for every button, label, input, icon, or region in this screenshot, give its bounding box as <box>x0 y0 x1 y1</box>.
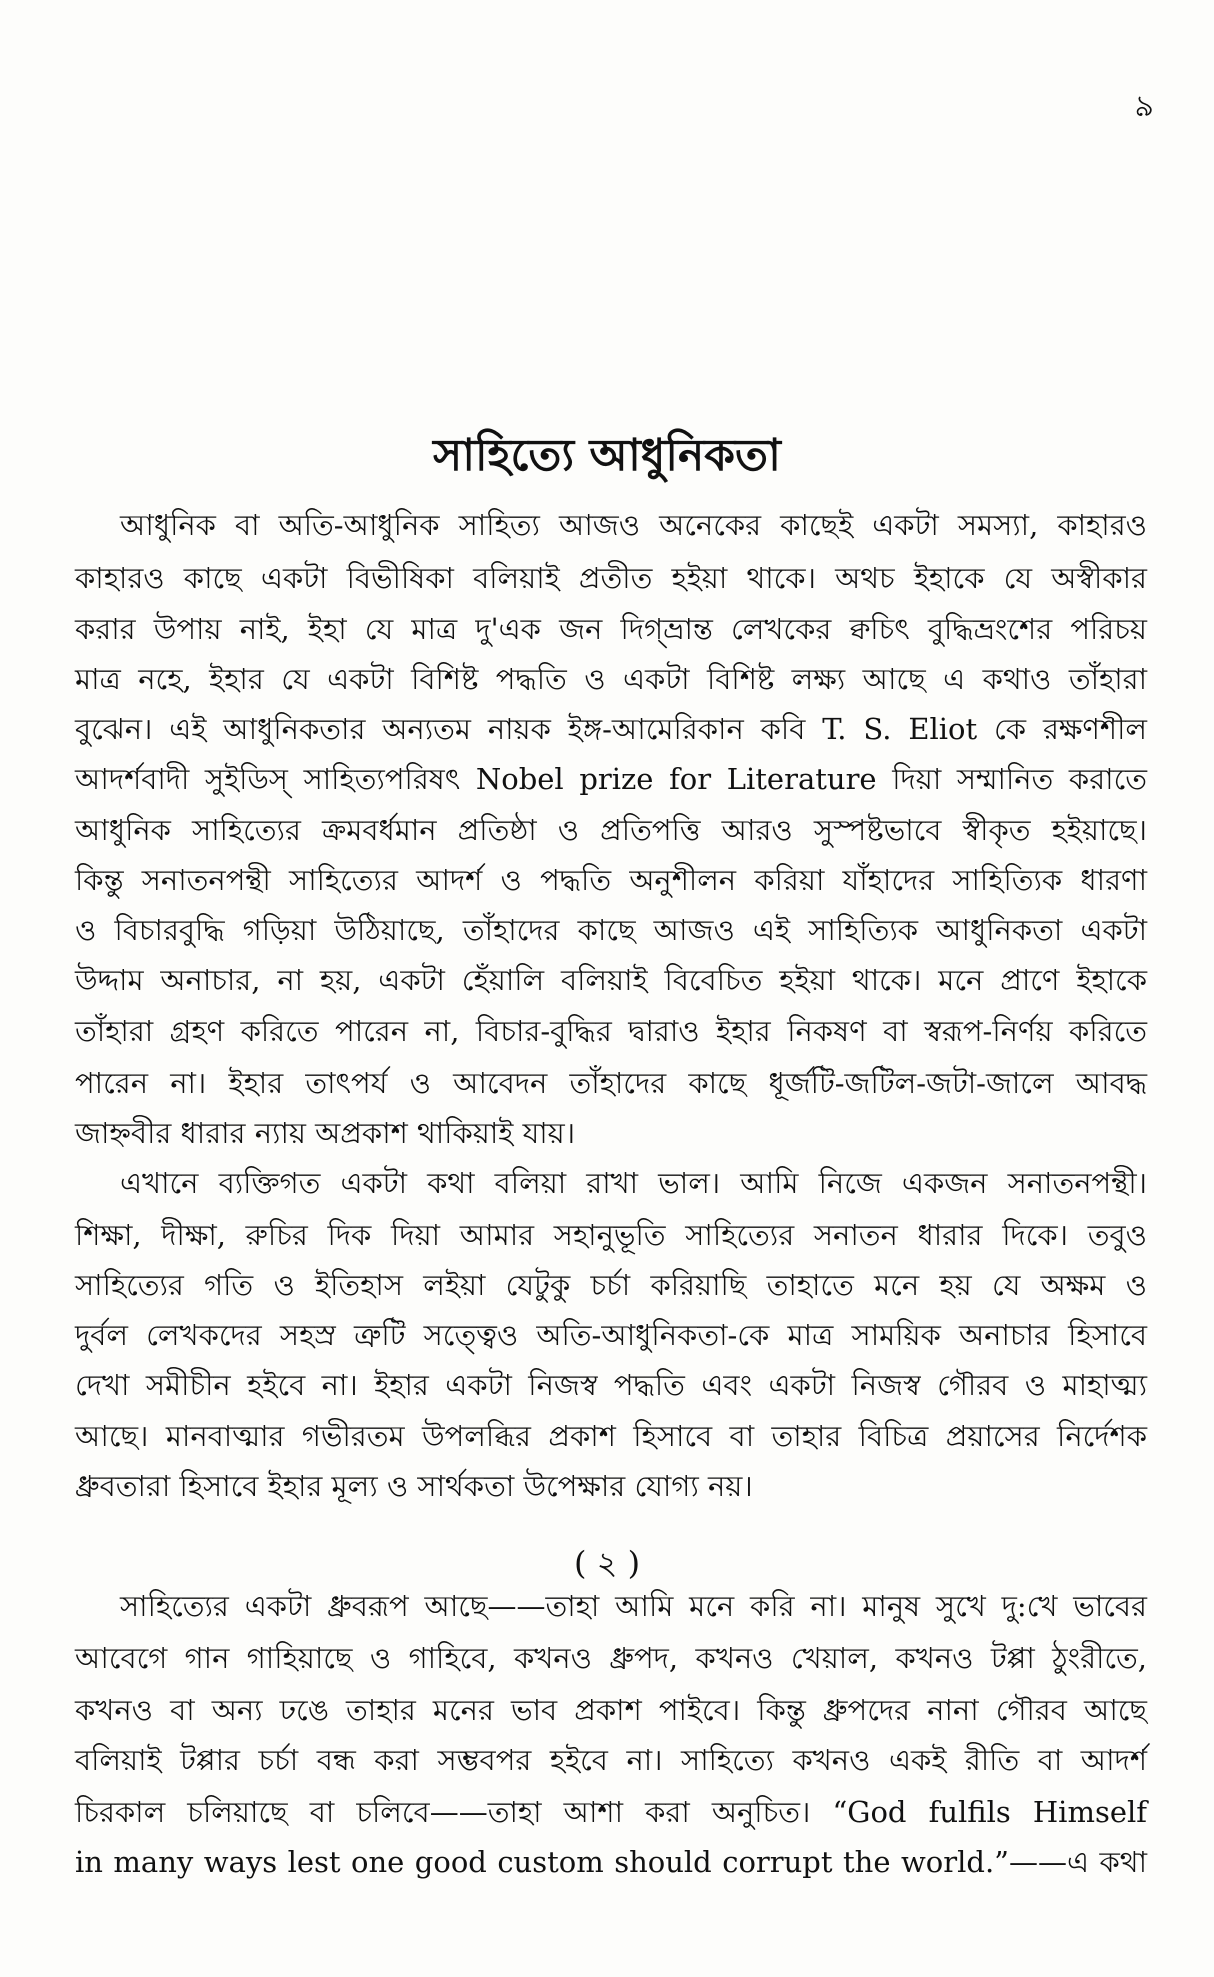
text-line: কখনও বা অন্য ঢঙে তাহার মনের ভাব প্রকাশ পাইবে। কিন্তু ধ্রুপদের নানা গৌরব আছে <box>75 1693 1147 1727</box>
text-line: বলিয়াই টপ্পার চর্চা বন্ধ করা সম্ভবপর হইবে না। সাহিত্যে কখনও একই রীতি বা আদর্শ <box>75 1743 1147 1777</box>
text-line: in many ways lest one good custom should corrupt the world.”——এ কথা <box>75 1845 1147 1879</box>
text-line: ও বিচারবুদ্ধি গড়িয়া উঠিয়াছে, তাঁহাদের কাছে আজও এই সাহিত্যিক আধুনিকতা একটা <box>75 913 1147 947</box>
text-line: আদর্শবাদী সুইডিস্ সাহিত্যপরিষৎ Nobel prize for Literature দিয়া সম্মানিত করাতে <box>75 762 1147 796</box>
text-line: উদ্দাম অনাচার, না হয়, একটা হেঁয়ালি বলিয়াই বিবেচিত হইয়া থাকে। মনে প্রাণে ইহাকে <box>75 963 1147 997</box>
text-line: দেখা সমীচীন হইবে না। ইহার একটা নিজস্ব পদ্ধতি এবং একটা নিজস্ব গৌরব ও মাহাত্ম্য <box>75 1368 1147 1402</box>
text-line: আধুনিক বা অতি-আধুনিক সাহিত্য আজও অনেকের কাছেই একটা সমস্যা, কাহারও <box>120 508 1147 542</box>
text-line: আবেগে গান গাহিয়াছে ও গাহিবে, কখনও ধ্রুপদ, কখনও খেয়াল, কখনও টপ্পা ঠুংরীতে, <box>75 1641 1147 1675</box>
text-line: সাহিত্যের গতি ও ইতিহাস লইয়া যেটুকু চর্চা করিয়াছি তাহাতে মনে হয় যে অক্ষম ও <box>75 1268 1147 1302</box>
text-line: শিক্ষা, দীক্ষা, রুচির দিক দিয়া আমার সহানুভূতি সাহিত্যের সনাতন ধারার দিকে। তবুও <box>75 1218 1147 1252</box>
text-line: কাহারও কাছে একটা বিভীষিকা বলিয়াই প্রতীত হইয়া থাকে। অথচ ইহাকে যে অস্বীকার <box>75 561 1147 595</box>
section-number: ( ২ ) <box>573 1544 641 1582</box>
text-line: এখানে ব্যক্তিগত একটা কথা বলিয়া রাখা ভাল। আমি নিজে একজন সনাতনপন্থী। <box>120 1166 1147 1200</box>
text-line: ধ্রুবতারা হিসাবে ইহার মূল্য ও সার্থকতা উপেক্ষার যোগ্য নয়। <box>75 1469 753 1503</box>
text-line: আছে। মানবাত্মার গভীরতম উপলব্ধির প্রকাশ হিসাবে বা তাহার বিচিত্র প্রয়াসের নির্দেশক <box>75 1419 1147 1453</box>
text-line: বুঝেন। এই আধুনিকতার অন্যতম নায়ক ইঙ্গ-আমেরিকান কবি T. S. Eliot কে রক্ষণশীল <box>75 712 1147 746</box>
text-line: কিন্তু সনাতনপন্থী সাহিত্যের আদর্শ ও পদ্ধতি অনুশীলন করিয়া যাঁহাদের সাহিত্যিক ধারণা <box>75 863 1147 897</box>
text-line: আধুনিক সাহিত্যের ক্রমবর্ধমান প্রতিষ্ঠা ও প্রতিপত্তি আরও সুস্পষ্টভাবে স্বীকৃত হইয়াছে। <box>75 813 1147 847</box>
text-line: তাঁহারা গ্রহণ করিতে পারেন না, বিচার-বুদ্ধির দ্বারাও ইহার নিকষণ বা স্বরূপ-নির্ণয় করিতে <box>75 1014 1147 1048</box>
text-line: দুর্বল লেখকদের সহস্র ত্রুটি সত্ত্বেও অতি-আধুনিকতা-কে মাত্র সাময়িক অনাচার হিসাবে <box>75 1318 1147 1352</box>
chapter-title: সাহিত্যে আধুনিকতা <box>433 430 781 481</box>
text-line: করার উপায় নাই, ইহা যে মাত্র দু'এক জন দিগ্‌ভ্রান্ত লেখকের ক্বচিৎ বুদ্ধিভ্রংশের পরিচয় <box>75 612 1147 646</box>
text-line: পারেন না। ইহার তাৎপর্য ও আবেদন তাঁহাদের কাছে ধূর্জটি-জটিল-জটা-জালে আবদ্ধ <box>75 1066 1147 1100</box>
text-line: চিরকাল চলিয়াছে বা চলিবে——তাহা আশা করা অনুচিত। “God fulfils Himself <box>75 1795 1147 1829</box>
text-line: সাহিত্যের একটা ধ্রুবরূপ আছে——তাহা আমি মনে করি না। মানুষ সুখে দু:খে ভাবের <box>120 1589 1147 1623</box>
text-line: মাত্র নহে, ইহার যে একটা বিশিষ্ট পদ্ধতি ও একটা বিশিষ্ট লক্ষ্য আছে এ কথাও তাঁহারা <box>75 662 1147 696</box>
text-line: জাহ্নবীর ধারার ন্যায় অপ্রকাশ থাকিয়াই যায়। <box>75 1116 576 1150</box>
page-number: ৯ <box>1134 89 1154 124</box>
